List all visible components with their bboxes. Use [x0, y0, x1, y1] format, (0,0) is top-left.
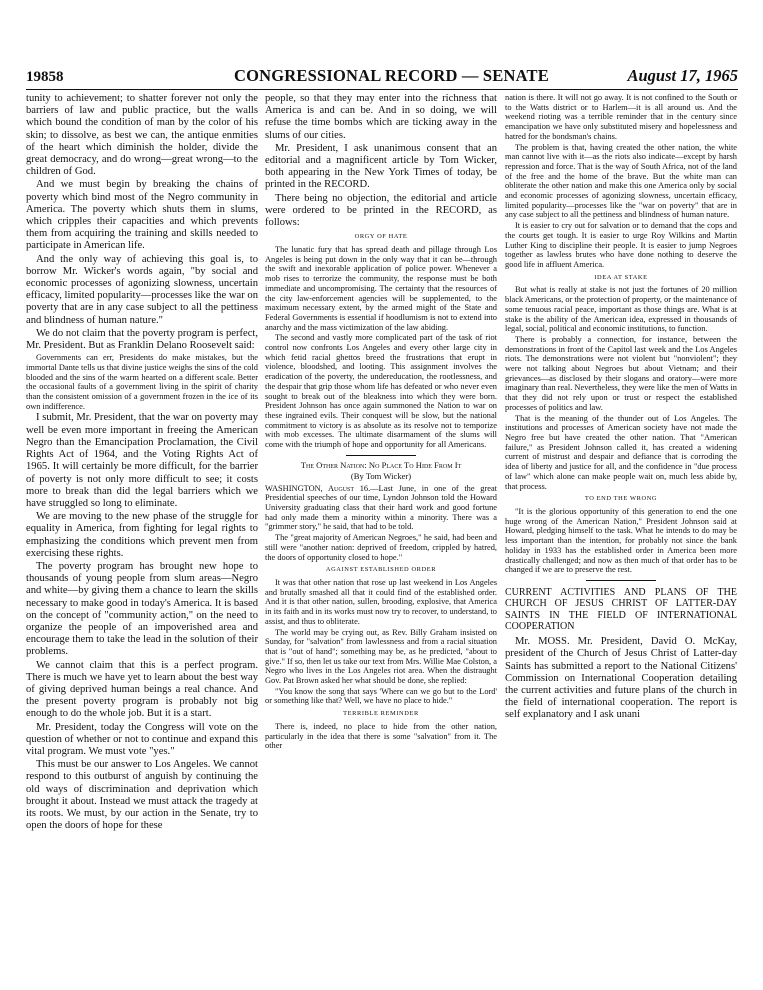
subheading: TO END THE WRONG — [584, 495, 658, 503]
page-header — [26, 66, 738, 88]
subheading: IDEA AT STAKE — [594, 273, 648, 281]
subheading: AGAINST ESTABLISHED ORDER — [325, 566, 437, 574]
paragraph: And we must begin by breaking the chains of poverty which bind most of the Negro community in America. The poverty which shuts them in slums, which cripples their capacities and which prevents them from acquiring the training and skills needed to participate in American life. — [26, 179, 258, 252]
byline: (By Tom Wicker) — [350, 470, 412, 481]
subheading: TERRIBLE REMINDER — [343, 710, 419, 718]
paragraph: It was that other nation that rose up last weekend in Los Angeles and brutally smashed all that it could find of the established order. And it is that other nation, sullen, brooding, explosive, that America in its faith and in its works must now try to recover, to understand, to assist, and thus to obliterate. — [265, 578, 497, 626]
paragraph: I submit, Mr. President, that the war on poverty may well be even more important in freeing the American Negro than the Emancipation Proclamation, the Civil Rights Act of 1964, and the Voting Rights Act of 1965. It will certainly be more difficult, for the barrier of poverty is not only more difficult to see; it costs more to break than did the legal barriers which we have struggled so long to eliminate. — [26, 412, 258, 509]
paragraph: The problem is that, having created the other nation, the white man cannot live with it—as the riots also indicate—except by harsh repression and force. That is the way of South Africa, not of the land of the free and the home of the brave. But the white man can obliterate the other nation and make this one America only by social and economic processes of agonizing slowness, uncertain efficacy, limited popularity—processes like the "war on poverty" that are in any case subject to all the pettiness and blindness of human nature. — [505, 142, 737, 220]
paragraph: The "great majority of American Negroes," he said, had been and still were "another nation: deprived of freedom, crippled by hatred, the doors of opportunity closed to hope." — [265, 533, 497, 562]
paragraph: "It is the glorious opportunity of this generation to end the one huge wrong of the American Nation," President Johnson said at Howard, pledging himself to the task. What he intends to do may be less important than the intention, for probably not since the bank holiday in 1933 has the established order in America been more drastically challenged; and now as then much of that order has to be changed if we are to preserve the rest. — [505, 507, 737, 575]
page-number: 19858 — [26, 69, 64, 85]
paragraph: It is easier to cry out for salvation or to demand that the cops and the courts get tough. It is easier to urge Roy Wilkins and Martin Luther King to discipline their people. It is easier to jump Negroes together as lawless brutes who have done nothing to deserve the good life in affluent America. — [505, 221, 737, 269]
paragraph: The lunatic fury that has spread death and pillage through Los Angeles is being put down in the only way that it can be—through the swift and inexorable application of police power. Whenever a mob rises to terrorize the community, the response must be both immediate and uncompromising. The certainty that the resources of the city law-enforcement agencies will be supplemented, to the maximum necessary extent, by the armed might of the State and Federal Governments is essential if hoodlumism is not to extend into anarchy and the mass victimization of the law abiding. — [265, 245, 497, 332]
paragraph: This must be our answer to Los Angeles. We cannot respond to this outburst of anguish by continuing the old ways of discrimination and deprivation which brought it about. Instead we must attack the tragedy at its roots. We must, by our action in the Senate, try to open the doors of hope for these — [26, 759, 258, 832]
paragraph: nation is there. It will not go away. It is not confined to the South or to the Watts district or to Harlem—it is all around us. And the weekend rioting was a terrible reminder that in the century since emancipation we have only substituted misery and hopelessness and hatred for the bondsman's chains. — [505, 93, 737, 141]
block-quote: Governments can err, Presidents do make mistakes, but the immortal Dante tells us that divine justice weighs the sins of the cold blooded and the sins of the warm hearted on a different scale. Better the occasional faults of a government living in the spirit of charity than the consistent omission of a government frozen in the ice of its own indifference. — [26, 353, 258, 411]
paragraph: WASHINGTON, August 16.—Last June, in one of the great Presidential speeches of our time, Lyndon Johnson told the Howard University graduating class that their hard work and good fortune had only made them a minority within a minority. There was a "grimmer story," he said, that had to be told. — [265, 483, 497, 532]
paragraph: And the only way of achieving this goal is, to borrow Mr. Wicker's words again, "by social and economic processes of agonizing slowness, uncertain efficacy, limited popularity—processes like the war on poverty that are in any case subject to all the pettiness and blindness of human nature." — [26, 253, 258, 326]
paragraph: That is the meaning of the thunder out of Los Angeles. The institutions and processes of American society have not made the Negro free but have created the other nation. That "American failure," as President Johnson called it, has created a widening current of mistrust and despair and defiance that is corroding the idea of liberty and justice for all, and the confidence in "due process of law" which alone can make people wait on, much less abide by, that process. — [505, 413, 737, 491]
column-1 — [26, 93, 258, 833]
column-2 — [265, 93, 497, 752]
paragraph: We cannot claim that this is a perfect program. There is much we have yet to learn about the best way of giving deprived human beings a real chance. And the present poverty program is probably not big enough to do the whole job. But it is a start. — [26, 659, 258, 720]
section-headline: CURRENT ACTIVITIES AND PLANS OF THE CHURCH OF JESUS CHRIST OF LATTER-DAY SAINTS IN THE FIELD OF INTERNATIONAL COOPERATION — [505, 586, 737, 632]
speaker-name: Mr. MOSS. — [515, 636, 570, 648]
paragraph: Mr. President, I ask unanimous consent that an editorial and a magnificent article by Tom Wicker, both appearing in the New York Times of today, be printed in the RECORD. — [265, 142, 497, 191]
paragraph: There is probably a connection, for instance, between the demonstrations in front of the Capitol last week and the Los Angeles riots. The demonstrations were not violent but "nonviolent"; they were not talking about Negroes but about Vietnam; and their grievances—as disclosed by their slogans and oratory—were more imaginary than real. Nevertheless, they were like the men of Watts in that they did not rely upon or trust or respect the established processes of politics and law. — [505, 334, 737, 412]
dateline: WASHINGTON, August 16. — [265, 483, 371, 493]
paragraph: We do not claim that the poverty program is perfect, Mr. President. But as Franklin Delano Roosevelt said: — [26, 327, 258, 352]
subheading: ORGY OF HATE — [354, 233, 408, 241]
publication-title: CONGRESSIONAL RECORD — SENATE — [234, 66, 549, 85]
divider — [346, 455, 416, 456]
paragraph: The world may be crying out, as Rev. Billy Graham insisted on Sunday, for "salvation" from lawlessness and from a racial situation that is "out of hand"; something may be, as he predicted, "about to give." If so, then let us take our text from Mrs. Willie Mae Colston, a Negro who lives in the Los Angeles riot area. When the distraught Gov. Pat Brown asked her what should be done, she replied: — [265, 627, 497, 686]
paragraph: We are moving to the new phase of the struggle for equality in America, from fighting for legal rights to emphasizing the conditions which prevent men from exercising these rights. — [26, 511, 258, 559]
header-rule — [26, 89, 738, 90]
article-title: The Other Nation: No Place To Hide From It — [300, 459, 462, 470]
column-3 — [505, 93, 737, 723]
divider — [586, 580, 656, 581]
paragraph: people, so that they may enter into the richness that America is and can be. And in so doing, we will refuse the time bombs which are ticking away in the slums of our cities. — [265, 93, 497, 141]
paragraph: There is, indeed, no place to hide from the other nation, particularly in the idea that there is some "salvation" from it. The other — [265, 721, 497, 751]
paragraph: There being no objection, the editorial and article were ordered to be printed in the RECORD, as follows: — [265, 192, 497, 229]
paragraph: Mr. President, today the Congress will vote on the question of whether or not to continue and expand this vital program. We must vote "yes." — [26, 721, 258, 757]
paragraph: "You know the song that says 'Where can we go but to the Lord' or something like that? Well, we have no place to hide." — [265, 686, 497, 706]
paragraph: But what is really at stake is not just the fortunes of 20 million black Americans, or the protection of property, or the maintenance of some tenuous racial peace, important as those things are. What is at stake is the ability of the American idea, expressed in thousands of legal, social, political and economic institutions, to function. — [505, 285, 737, 334]
paragraph: The second and vastly more complicated part of the task of riot control now confronts Los Angeles and every other large city in which fetid racial ghettos breed the frustrations that erupt in violence, bloodshed, and looting. This assignment involves the eradication of the poverty, the undereducation, the rootlessness, and the despair that grip those whom life has defeated or who never even sought to break out of the bleakness into which they were born. President Johnson has once again summoned the Nation to war on these ingrained evils. Their conquest will be slow, but the national commitment to victory is as absolute as its resolve not to temporize with mob excesses. The ultimate disarmament of the slums will come with the triumph of hope and opportunity for all Americans. — [265, 333, 497, 450]
issue-date: August 17, 1965 — [627, 66, 738, 85]
paragraph: Mr. MOSS. Mr. President, David O. McKay, president of the Church of Jesus Christ of Latter-day Saints has submitted a report to the National Citizens' Commission on International Cooperation detailing the current activities and future plans of the church in the field of international cooperation. The report is self explanatory and I ask unani — [505, 636, 737, 721]
paragraph: tunity to achievement; to shatter forever not only the barriers of law and public practice, but the walls which bound the condition of man by the color of his skin; to dissolve, as best we can, the antique enmities of the heart which diminish the holder, divide the great democracy, and do wrong—great wrong—to the children of God. — [26, 93, 258, 178]
paragraph: The poverty program has brought new hope to thousands of young people from slum areas—Negro and white—by giving them a chance to learn the skills necessary to make good in today's America. It is based on the concept of "community action," on the need to organize the people of an impoverished area and encourage them to take the lead in the solution of their problems. — [26, 560, 258, 658]
